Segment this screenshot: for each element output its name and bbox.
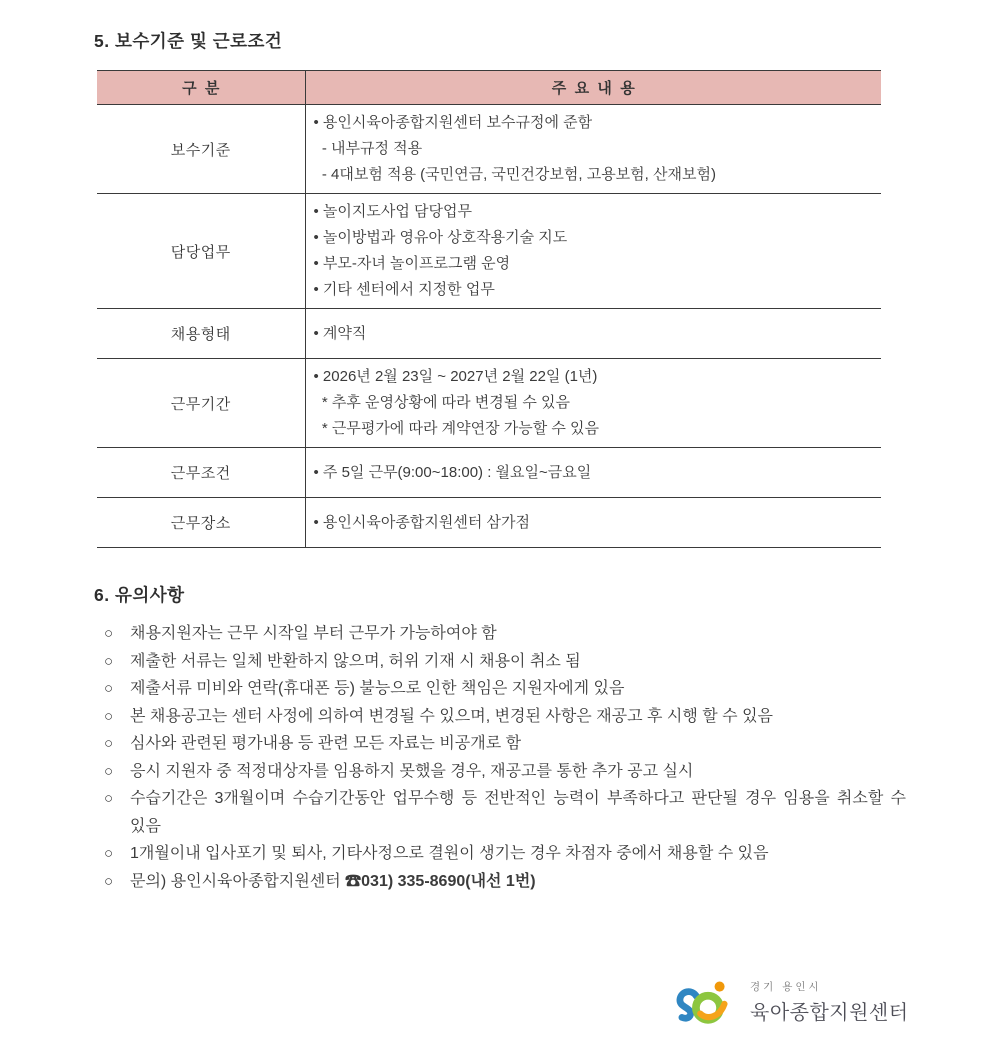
cell-line: - 내부규정 적용 — [313, 140, 423, 157]
table-row — [97, 359, 881, 448]
cell-line: • 2026년 2월 23일 ~ 2027년 2월 22일 (1년) — [313, 368, 598, 385]
note-text: 심사와 관련된 평가내용 등 관련 모든 자료는 비공개로 함 — [130, 735, 522, 752]
row-content — [305, 359, 881, 448]
org-logo-text — [750, 979, 909, 1025]
list-item — [104, 703, 906, 731]
circle-bullet: ○ — [104, 762, 114, 780]
cell-line: • 기타 센터에서 지정한 업무 — [313, 281, 495, 298]
org-logo-icon — [676, 974, 740, 1030]
row-content — [305, 309, 881, 359]
notes-list — [104, 620, 906, 895]
note-text: 제출서류 미비와 연락(휴대폰 등) 불능으로 인한 책임은 지원자에게 있음 — [130, 680, 625, 697]
cell-line: * 추후 운영상황에 따라 변경될 수 있음 — [313, 394, 571, 411]
cell-line: - 4대보험 적용 (국민연금, 국민건강보험, 고용보험, 산재보험) — [313, 166, 716, 183]
row-label: 근무장소 — [97, 498, 305, 548]
row-label: 근무조건 — [97, 448, 305, 498]
list-item — [104, 840, 906, 868]
circle-bullet: ○ — [104, 625, 114, 642]
note-text: 채용지원자는 근무 시작일 부터 근무가 가능하여야 함 — [130, 625, 497, 642]
row-label: 보수기준 — [97, 105, 305, 194]
note-text: 본 채용공고는 센터 사정에 의하여 변경될 수 있으며, 변경된 사항은 재공고 후 시행 할 수 있음 — [130, 707, 773, 725]
list-item — [104, 730, 906, 758]
cell-line: • 놀이지도사업 담당업무 — [313, 203, 472, 220]
table-row — [97, 309, 881, 359]
list-item — [104, 648, 906, 676]
cell-line: • 부모-자녀 놀이프로그램 운영 — [313, 255, 511, 272]
table-row — [97, 498, 881, 548]
note-text: 제출한 서류는 일체 반환하지 않으며, 허위 기재 시 채용이 취소 됨 — [130, 652, 581, 670]
conditions-table — [97, 70, 881, 548]
list-item contact-item — [104, 868, 906, 896]
org-logo — [676, 974, 909, 1030]
contact-note — [130, 868, 906, 896]
header-cell-category: 구 분 — [97, 71, 305, 105]
cell-line: * 근무평가에 따라 계약연장 가능할 수 있음 — [313, 420, 600, 437]
table-row — [97, 448, 881, 498]
row-label: 담당업무 — [97, 194, 305, 309]
circle-bullet: ○ — [104, 707, 114, 725]
table-row — [97, 194, 881, 309]
logo-org-name: 육아종합지원센터 — [750, 1002, 909, 1024]
table-row — [97, 105, 881, 194]
contact-prefix: 문의) 용인시육아종합지원센터 — [130, 872, 346, 890]
cell-line: • 계약직 — [313, 324, 367, 342]
circle-bullet: ○ — [104, 680, 114, 697]
list-item — [104, 785, 906, 840]
header-cell-details: 주 요 내 용 — [305, 71, 881, 105]
row-content — [305, 498, 881, 548]
cell-line: • 용인시육아종합지원센터 삼가점 — [313, 513, 530, 531]
row-content — [305, 448, 881, 498]
row-content — [305, 194, 881, 309]
section6-title: 6. 유의사항 — [94, 585, 185, 605]
table-header-row — [97, 71, 881, 105]
cell-line: • 주 5일 근무(9:00~18:00) : 월요일~금요일 — [313, 463, 592, 481]
circle-bullet: ○ — [104, 735, 114, 752]
cell-line: • 용인시육아종합지원센터 보수규정에 준함 — [313, 114, 593, 131]
note-text: 응시 지원자 중 적정대상자를 임용하지 못했을 경우, 재공고를 통한 추가 공고 실시 — [130, 762, 694, 780]
cell-line: • 놀이방법과 영유아 상호작용기술 지도 — [313, 229, 568, 246]
list-item — [104, 675, 906, 703]
row-label: 근무기간 — [97, 359, 305, 448]
logo-region-label: 경기 용인시 — [750, 981, 822, 993]
list-item — [104, 758, 906, 786]
circle-bullet: ○ — [104, 845, 114, 862]
circle-bullet: ○ — [104, 872, 114, 890]
note-text: 1개월이내 입사포기 및 퇴사, 기타사정으로 결원이 생기는 경우 차점자 중에서 채용할 수 있음 — [130, 845, 769, 862]
circle-bullet: ○ — [104, 652, 114, 670]
row-content — [305, 105, 881, 194]
list-item — [104, 620, 906, 648]
contact-phone: ☎031) 335-8690(내선 1번) — [345, 872, 536, 890]
note-text: 수습기간은 3개월이며 수습기간동안 업무수행 등 전반적인 능력이 부족하다고 판단될 경우 임용을 취소할 수 있음 — [130, 790, 906, 835]
circle-bullet: ○ — [104, 790, 114, 807]
section5-title: 5. 보수기준 및 근로조건 — [94, 31, 283, 51]
row-label: 채용형태 — [97, 309, 305, 359]
